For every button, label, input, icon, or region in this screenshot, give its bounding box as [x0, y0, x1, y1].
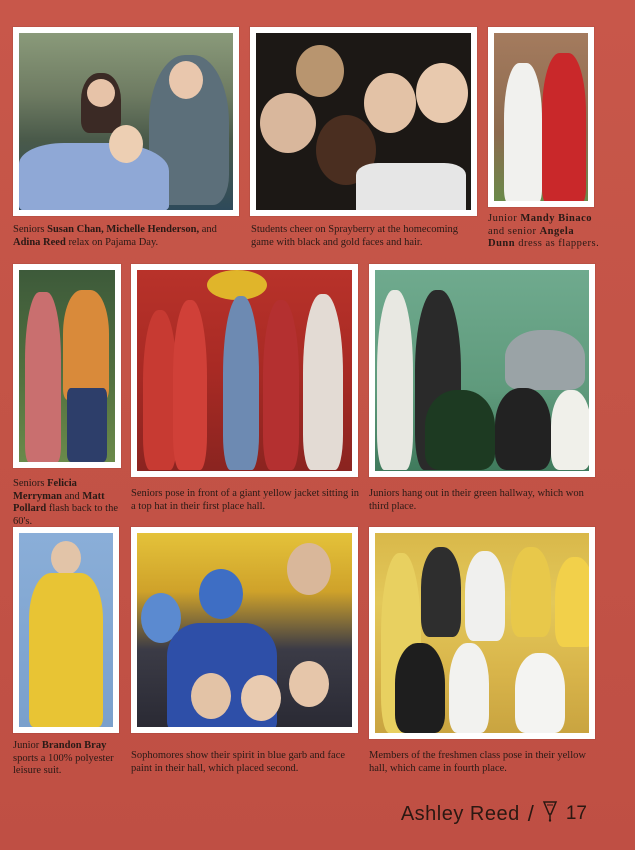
caption-sophomores-hall: Sophomores show their spirit in blue garb and face paint in their hall, which placed second.	[131, 750, 346, 774]
photo-pajama-day	[13, 27, 239, 216]
caption-seniors-hall: Seniors pose in front of a giant yellow jacket sitting in a top hat in their first place hall.	[131, 488, 360, 512]
caption-freshmen-hall: Members of the freshmen class pose in their yellow hall, which came in fourth place.	[369, 750, 586, 774]
caption-name: Adina Reed	[13, 236, 66, 248]
caption-leisure-suit: Junior Brandon Bray sports a 100% polyester leisure suit.	[13, 740, 114, 776]
photo-juniors-hall	[369, 264, 595, 477]
photo-flappers	[488, 27, 594, 207]
caption-name: Matt Pollard	[13, 490, 105, 514]
caption-name: Susan Chan, Michelle Henderson,	[47, 224, 200, 235]
photo-sophomores-hall	[131, 527, 358, 733]
caption-flappers: Junior Mandy Binaco and senior Angela Dunn dress as flappers.	[488, 213, 600, 249]
caption-name: Mandy Binaco	[520, 213, 593, 224]
cheer-megaphone-icon	[542, 800, 558, 828]
photo-homecoming-faces	[250, 27, 477, 216]
caption-homecoming-faces: Students cheer on Sprayberry at the homecoming game with black and gold faces and hair.	[251, 224, 459, 248]
page-footer	[401, 800, 587, 828]
caption-name: Brandon Bray	[41, 740, 107, 751]
author-name: Ashley Reed	[400, 802, 520, 825]
photo-seniors-hall	[131, 264, 358, 477]
caption-name: Felicia Merryman	[13, 478, 77, 502]
caption-name: Angela Dunn	[488, 225, 575, 249]
photo-freshmen-hall	[369, 527, 595, 739]
photo-sixties	[13, 264, 121, 468]
caption-sixties: Seniors Felicia Merryman and Matt Pollard flash back to the 60's.	[13, 478, 118, 527]
caption-pajama-day: Seniors Susan Chan, Michelle Henderson, and Adina Reed relax on Pajama Day.	[13, 224, 217, 248]
caption-juniors-hall: Juniors hang out in their green hallway, which won third place.	[369, 488, 584, 512]
photo-leisure-suit	[13, 527, 119, 733]
footer-slash: /	[527, 801, 534, 826]
page-number: 17	[565, 803, 587, 824]
